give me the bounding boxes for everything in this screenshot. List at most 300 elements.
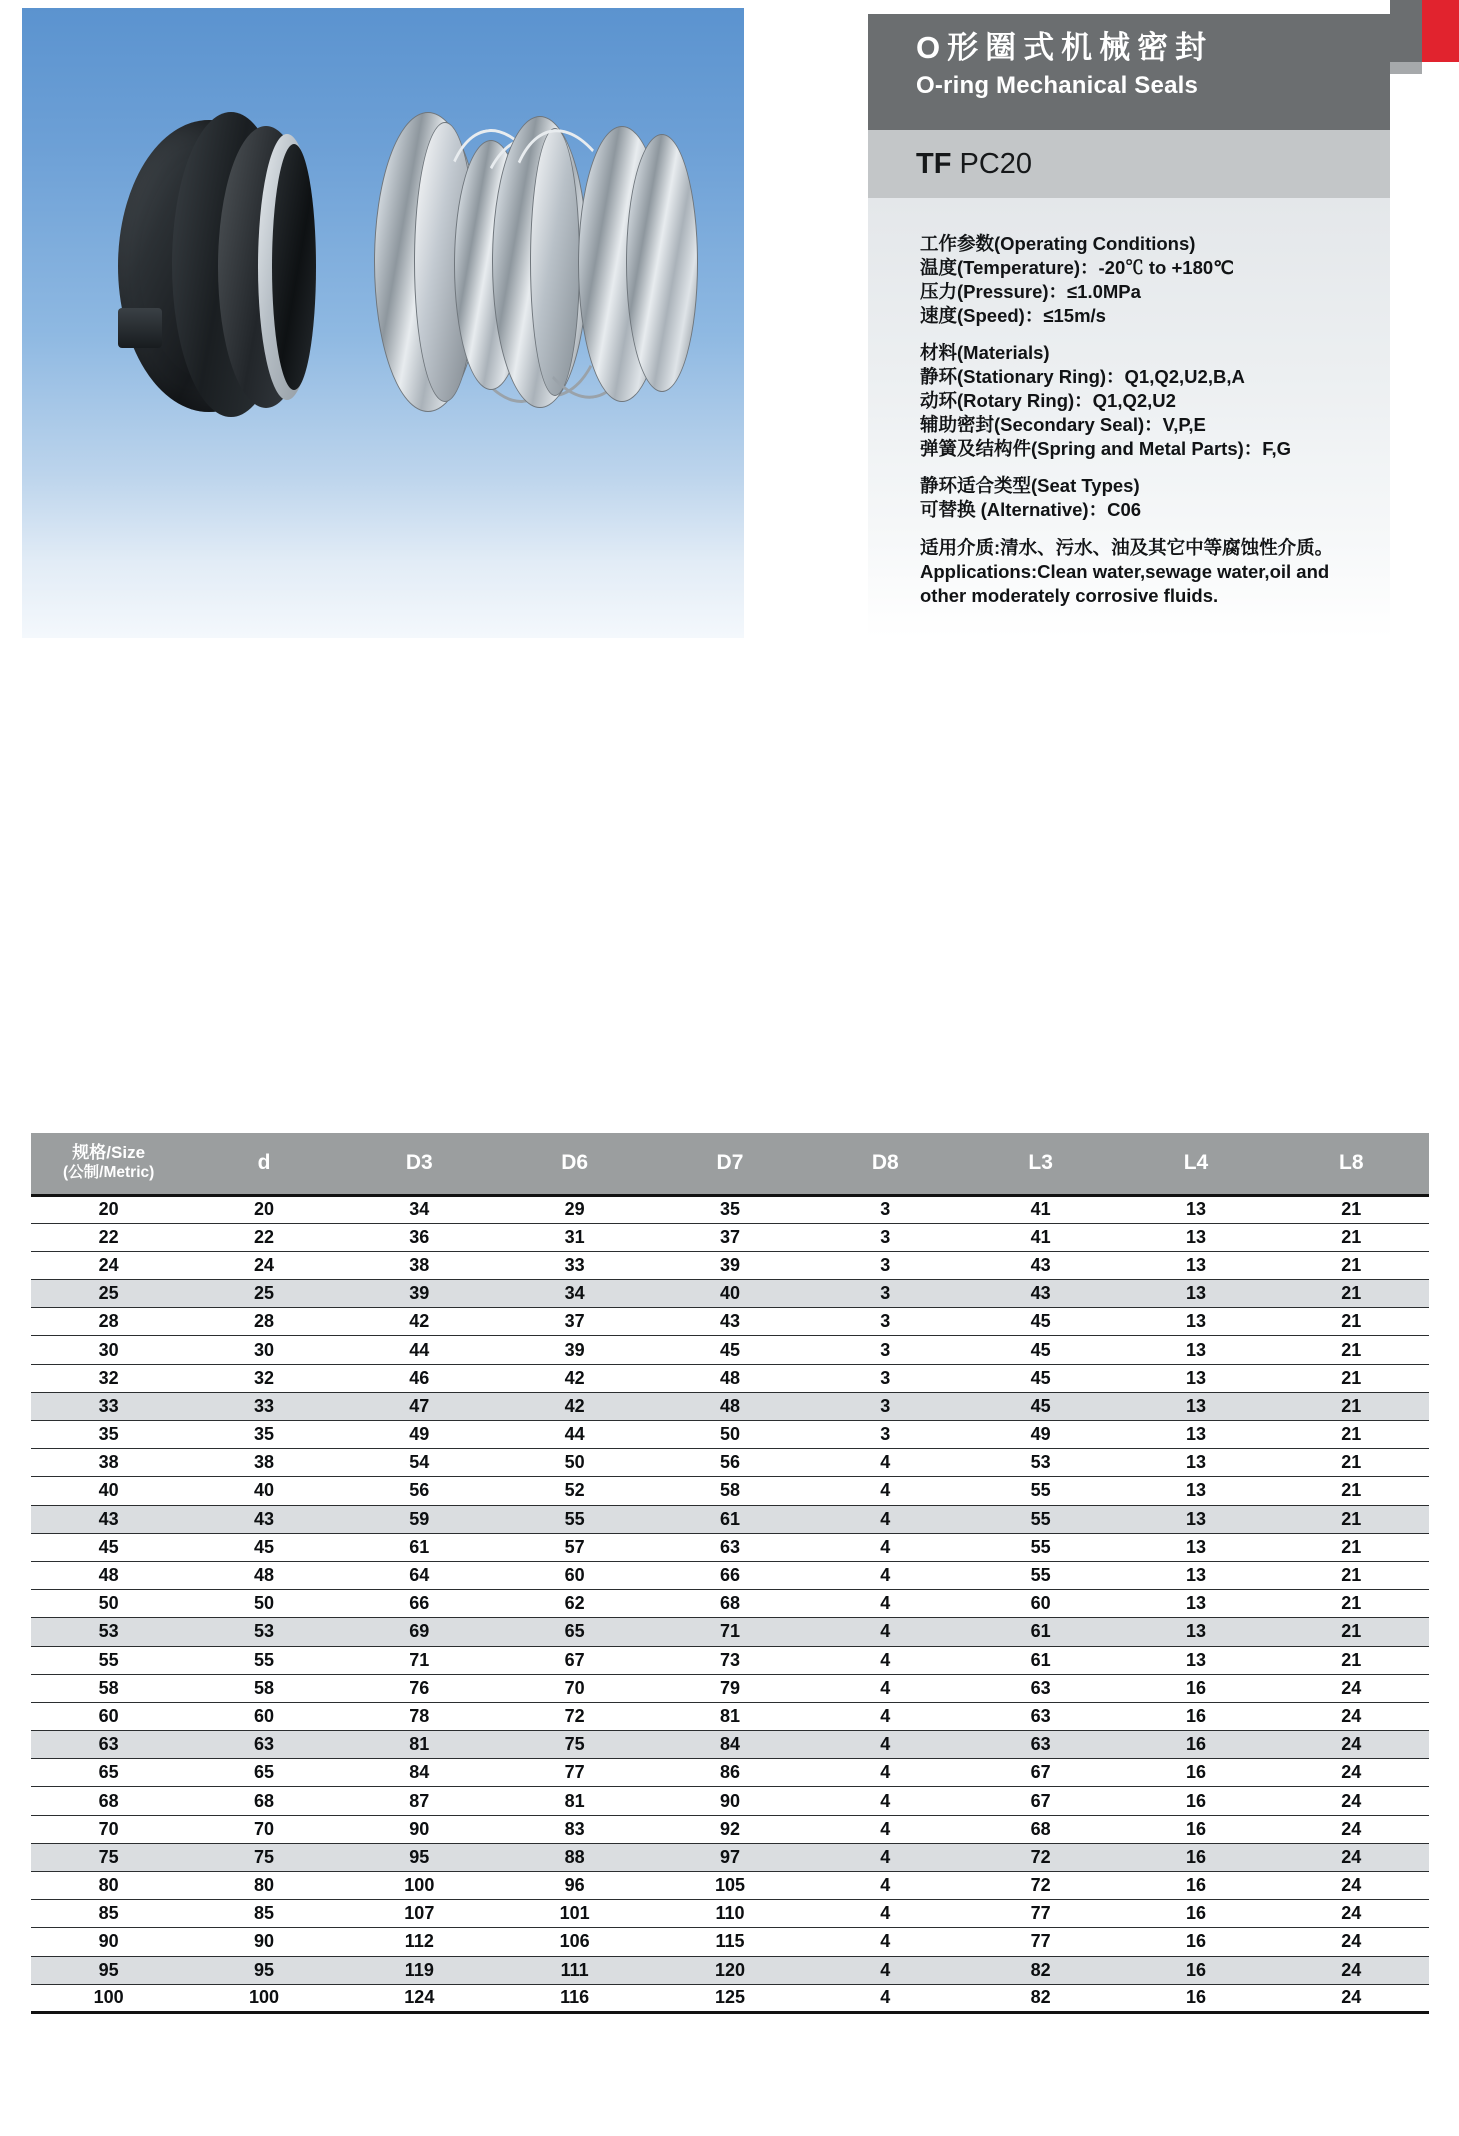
table-cell-d: 35 [186, 1421, 341, 1449]
table-cell-size: 70 [31, 1815, 186, 1843]
table-cell-L4: 13 [1118, 1223, 1273, 1251]
table-cell-L8: 21 [1274, 1618, 1429, 1646]
table-cell-L8: 21 [1274, 1533, 1429, 1561]
table-cell-L3: 55 [963, 1561, 1118, 1589]
speed-spec: 速度(Speed)：≤15m/s [920, 305, 1106, 327]
table-cell-d: 50 [186, 1590, 341, 1618]
table-cell-D7: 37 [652, 1223, 807, 1251]
table-cell-d: 45 [186, 1533, 341, 1561]
table-row [31, 1336, 1429, 1364]
table-cell-D6: 83 [497, 1815, 652, 1843]
table-cell-L4: 13 [1118, 1195, 1273, 1223]
table-header-row [31, 1133, 1429, 1195]
table-cell-D3: 34 [342, 1195, 497, 1223]
table-cell-D3: 95 [342, 1843, 497, 1871]
operating-conditions-heading: 工作参数(Operating Conditions) [920, 233, 1196, 254]
table-cell-d: 100 [186, 1984, 341, 2012]
table-cell-D8: 4 [808, 1787, 963, 1815]
table-row [31, 1223, 1429, 1251]
table-cell-D8: 4 [808, 1561, 963, 1589]
table-cell-D8: 4 [808, 1759, 963, 1787]
materials-heading: 材料(Materials) [920, 342, 1050, 364]
table-cell-L8: 24 [1274, 1674, 1429, 1702]
table-cell-D7: 58 [652, 1477, 807, 1505]
table-row [31, 1646, 1429, 1674]
bellows-seal-face-icon [272, 144, 316, 390]
table-cell-L4: 13 [1118, 1618, 1273, 1646]
table-row [31, 1251, 1429, 1279]
table-cell-D6: 55 [497, 1505, 652, 1533]
table-cell-L3: 55 [963, 1505, 1118, 1533]
column-header-L4: L4 [1118, 1133, 1273, 1195]
table-row [31, 1956, 1429, 1984]
table-cell-D7: 92 [652, 1815, 807, 1843]
table-cell-L8: 21 [1274, 1561, 1429, 1589]
table-cell-D6: 88 [497, 1843, 652, 1871]
table-cell-D7: 81 [652, 1702, 807, 1730]
table-cell-D8: 4 [808, 1449, 963, 1477]
table-cell-L4: 16 [1118, 1815, 1273, 1843]
table-cell-d: 48 [186, 1561, 341, 1589]
table-row [31, 1477, 1429, 1505]
table-cell-d: 53 [186, 1618, 341, 1646]
table-cell-D3: 78 [342, 1702, 497, 1730]
table-cell-L4: 13 [1118, 1533, 1273, 1561]
table-cell-size: 25 [31, 1280, 186, 1308]
product-photo [22, 8, 744, 638]
table-cell-D7: 71 [652, 1618, 807, 1646]
table-cell-D3: 81 [342, 1731, 497, 1759]
table-cell-d: 80 [186, 1872, 341, 1900]
table-cell-D3: 44 [342, 1336, 497, 1364]
table-cell-D3: 87 [342, 1787, 497, 1815]
table-cell-D6: 37 [497, 1308, 652, 1336]
table-cell-D8: 4 [808, 1843, 963, 1871]
table-cell-L8: 24 [1274, 1702, 1429, 1730]
table-cell-L8: 21 [1274, 1195, 1429, 1223]
table-cell-size: 80 [31, 1872, 186, 1900]
table-cell-d: 24 [186, 1251, 341, 1279]
cross-section-drawing [0, 660, 1459, 1150]
table-cell-D8: 3 [808, 1223, 963, 1251]
table-cell-D8: 4 [808, 1533, 963, 1561]
table-cell-D7: 45 [652, 1336, 807, 1364]
table-cell-L8: 24 [1274, 1928, 1429, 1956]
table-cell-L4: 13 [1118, 1477, 1273, 1505]
seat-types-heading: 静环适合类型(Seat Types) [920, 475, 1140, 497]
table-cell-L3: 82 [963, 1956, 1118, 1984]
table-cell-L4: 13 [1118, 1336, 1273, 1364]
table-cell-d: 30 [186, 1336, 341, 1364]
table-cell-L3: 45 [963, 1336, 1118, 1364]
table-cell-L8: 21 [1274, 1505, 1429, 1533]
table-cell-L4: 16 [1118, 1674, 1273, 1702]
table-cell-d: 33 [186, 1392, 341, 1420]
table-cell-d: 22 [186, 1223, 341, 1251]
table-cell-d: 85 [186, 1900, 341, 1928]
table-cell-L3: 49 [963, 1421, 1118, 1449]
table-cell-d: 70 [186, 1815, 341, 1843]
table-cell-D8: 4 [808, 1928, 963, 1956]
table-cell-d: 32 [186, 1364, 341, 1392]
table-cell-D3: 59 [342, 1505, 497, 1533]
table-cell-d: 63 [186, 1731, 341, 1759]
table-cell-D8: 4 [808, 1646, 963, 1674]
table-cell-D7: 73 [652, 1646, 807, 1674]
table-cell-D3: 64 [342, 1561, 497, 1589]
table-row [31, 1787, 1429, 1815]
product-overview-section [0, 0, 1459, 660]
table-cell-D7: 39 [652, 1251, 807, 1279]
table-cell-D7: 63 [652, 1533, 807, 1561]
table-cell-D3: 76 [342, 1674, 497, 1702]
table-cell-L8: 24 [1274, 1787, 1429, 1815]
table-cell-L4: 16 [1118, 1956, 1273, 1984]
table-cell-L4: 16 [1118, 1984, 1273, 2012]
table-cell-L3: 43 [963, 1251, 1118, 1279]
table-row [31, 1590, 1429, 1618]
table-cell-D6: 116 [497, 1984, 652, 2012]
table-cell-D8: 3 [808, 1280, 963, 1308]
table-row [31, 1843, 1429, 1871]
table-cell-D7: 48 [652, 1392, 807, 1420]
dimensions-table-container [31, 1133, 1429, 2014]
table-cell-size: 50 [31, 1590, 186, 1618]
table-cell-D7: 120 [652, 1956, 807, 1984]
table-cell-size: 48 [31, 1561, 186, 1589]
stationary-ring-spec: 静环(Stationary Ring)：Q1,Q2,U2,B,A [920, 366, 1245, 388]
column-header-D8: D8 [808, 1133, 963, 1195]
table-cell-L3: 45 [963, 1308, 1118, 1336]
table-row [31, 1702, 1429, 1730]
table-cell-L4: 16 [1118, 1928, 1273, 1956]
table-cell-L8: 21 [1274, 1590, 1429, 1618]
table-cell-L3: 55 [963, 1477, 1118, 1505]
table-cell-L4: 16 [1118, 1702, 1273, 1730]
secondary-seal-spec: 辅助密封(Secondary Seal)：V,P,E [920, 414, 1206, 436]
table-cell-D6: 34 [497, 1280, 652, 1308]
table-cell-d: 68 [186, 1787, 341, 1815]
table-row [31, 1674, 1429, 1702]
spring-metal-parts-spec: 弹簧及结构件(Spring and Metal Parts)：F,G [920, 438, 1292, 460]
table-cell-size: 35 [31, 1421, 186, 1449]
table-cell-D6: 50 [497, 1449, 652, 1477]
applications-block [920, 536, 1380, 608]
table-cell-L4: 16 [1118, 1872, 1273, 1900]
table-cell-L3: 77 [963, 1928, 1118, 1956]
table-cell-D3: 71 [342, 1646, 497, 1674]
table-cell-size: 68 [31, 1787, 186, 1815]
table-cell-D6: 33 [497, 1251, 652, 1279]
table-cell-D7: 79 [652, 1674, 807, 1702]
table-cell-size: 85 [31, 1900, 186, 1928]
table-cell-d: 28 [186, 1308, 341, 1336]
table-cell-size: 28 [31, 1308, 186, 1336]
table-cell-D7: 56 [652, 1449, 807, 1477]
table-cell-L3: 68 [963, 1815, 1118, 1843]
table-cell-L4: 13 [1118, 1251, 1273, 1279]
table-cell-D3: 38 [342, 1251, 497, 1279]
table-row [31, 1872, 1429, 1900]
table-row [31, 1533, 1429, 1561]
pressure-spec: 压力(Pressure)：≤1.0MPa [920, 281, 1141, 303]
table-cell-D6: 67 [497, 1646, 652, 1674]
table-cell-size: 100 [31, 1984, 186, 2012]
table-cell-L3: 63 [963, 1731, 1118, 1759]
table-cell-d: 95 [186, 1956, 341, 1984]
table-cell-D7: 115 [652, 1928, 807, 1956]
table-cell-L8: 21 [1274, 1449, 1429, 1477]
table-cell-size: 38 [31, 1449, 186, 1477]
table-cell-D7: 86 [652, 1759, 807, 1787]
table-row [31, 1308, 1429, 1336]
table-cell-L8: 21 [1274, 1477, 1429, 1505]
table-cell-D6: 57 [497, 1533, 652, 1561]
table-cell-size: 40 [31, 1477, 186, 1505]
table-cell-d: 40 [186, 1477, 341, 1505]
table-cell-L8: 24 [1274, 1900, 1429, 1928]
table-cell-L8: 21 [1274, 1392, 1429, 1420]
table-cell-D7: 110 [652, 1900, 807, 1928]
table-cell-D3: 47 [342, 1392, 497, 1420]
table-cell-D6: 65 [497, 1618, 652, 1646]
table-cell-D6: 81 [497, 1787, 652, 1815]
table-cell-D7: 66 [652, 1561, 807, 1589]
table-cell-D3: 112 [342, 1928, 497, 1956]
table-cell-L3: 45 [963, 1364, 1118, 1392]
table-cell-D8: 4 [808, 1956, 963, 1984]
table-cell-D7: 40 [652, 1280, 807, 1308]
table-cell-L4: 13 [1118, 1280, 1273, 1308]
table-cell-L4: 16 [1118, 1787, 1273, 1815]
table-cell-D6: 96 [497, 1872, 652, 1900]
table-cell-d: 55 [186, 1646, 341, 1674]
table-cell-D6: 42 [497, 1392, 652, 1420]
table-cell-D3: 56 [342, 1477, 497, 1505]
table-cell-L4: 13 [1118, 1505, 1273, 1533]
table-row [31, 1900, 1429, 1928]
table-head [31, 1133, 1429, 1195]
table-cell-D3: 39 [342, 1280, 497, 1308]
table-cell-L8: 24 [1274, 1759, 1429, 1787]
table-cell-L4: 16 [1118, 1900, 1273, 1928]
alternative-spec: 可替换 (Alternative)：C06 [920, 499, 1142, 521]
table-cell-d: 65 [186, 1759, 341, 1787]
table-cell-D8: 4 [808, 1731, 963, 1759]
table-cell-size: 65 [31, 1759, 186, 1787]
table-cell-size: 24 [31, 1251, 186, 1279]
column-header-size-sub: (公制/Metric) [63, 1164, 155, 1182]
table-cell-L8: 21 [1274, 1280, 1429, 1308]
table-row [31, 1505, 1429, 1533]
table-cell-D8: 4 [808, 1984, 963, 2012]
table-cell-D6: 111 [497, 1956, 652, 1984]
table-cell-D8: 4 [808, 1674, 963, 1702]
table-cell-D6: 42 [497, 1364, 652, 1392]
table-cell-L8: 21 [1274, 1251, 1429, 1279]
table-cell-L4: 13 [1118, 1646, 1273, 1674]
table-cell-size: 22 [31, 1223, 186, 1251]
table-row [31, 1731, 1429, 1759]
page-title-english: O-ring Mechanical Seals [916, 72, 1199, 99]
table-cell-d: 20 [186, 1195, 341, 1223]
table-cell-D8: 4 [808, 1702, 963, 1730]
table-cell-D7: 84 [652, 1731, 807, 1759]
table-cell-size: 95 [31, 1956, 186, 1984]
table-cell-L8: 21 [1274, 1421, 1429, 1449]
table-cell-L3: 67 [963, 1787, 1118, 1815]
metal-ring-icon [626, 134, 698, 392]
table-cell-size: 45 [31, 1533, 186, 1561]
column-header-size-main: 规格/Size [72, 1143, 146, 1163]
table-cell-D8: 3 [808, 1251, 963, 1279]
table-cell-size: 32 [31, 1364, 186, 1392]
table-cell-d: 90 [186, 1928, 341, 1956]
column-header-D6: D6 [497, 1133, 652, 1195]
table-cell-D3: 69 [342, 1618, 497, 1646]
seat-types-block [920, 474, 1380, 522]
table-cell-D7: 125 [652, 1984, 807, 2012]
table-cell-L3: 82 [963, 1984, 1118, 2012]
table-cell-L8: 24 [1274, 1984, 1429, 2012]
table-cell-L4: 13 [1118, 1308, 1273, 1336]
table-cell-L8: 21 [1274, 1336, 1429, 1364]
table-cell-D6: 60 [497, 1561, 652, 1589]
table-body [31, 1195, 1429, 2012]
table-cell-D6: 77 [497, 1759, 652, 1787]
table-cell-L8: 21 [1274, 1646, 1429, 1674]
table-row [31, 1364, 1429, 1392]
table-cell-size: 58 [31, 1674, 186, 1702]
table-cell-D8: 4 [808, 1815, 963, 1843]
table-cell-D6: 31 [497, 1223, 652, 1251]
column-header-D7: D7 [652, 1133, 807, 1195]
table-cell-D3: 42 [342, 1308, 497, 1336]
table-cell-L8: 24 [1274, 1815, 1429, 1843]
table-cell-D8: 4 [808, 1872, 963, 1900]
dimensions-table [31, 1133, 1429, 2014]
table-cell-D6: 72 [497, 1702, 652, 1730]
table-cell-L3: 41 [963, 1195, 1118, 1223]
table-cell-D7: 43 [652, 1308, 807, 1336]
table-cell-size: 90 [31, 1928, 186, 1956]
specifications-text [920, 232, 1380, 608]
table-cell-D8: 3 [808, 1195, 963, 1223]
table-cell-L4: 13 [1118, 1449, 1273, 1477]
model-number-spacer [951, 148, 959, 180]
table-cell-size: 30 [31, 1336, 186, 1364]
temperature-spec: 温度(Temperature)：-20℃ to +180℃ [920, 257, 1234, 279]
table-cell-D3: 100 [342, 1872, 497, 1900]
table-row [31, 1449, 1429, 1477]
table-cell-L4: 13 [1118, 1364, 1273, 1392]
table-row [31, 1759, 1429, 1787]
table-cell-D6: 70 [497, 1674, 652, 1702]
table-cell-size: 53 [31, 1618, 186, 1646]
corner-accent-gray [1390, 0, 1422, 62]
table-row [31, 1195, 1429, 1223]
table-cell-D8: 4 [808, 1618, 963, 1646]
table-cell-D3: 54 [342, 1449, 497, 1477]
table-cell-D6: 39 [497, 1336, 652, 1364]
page-title-chinese: O形圈式机械密封 [916, 30, 1214, 65]
table-cell-L3: 72 [963, 1843, 1118, 1871]
table-cell-L8: 24 [1274, 1956, 1429, 1984]
table-cell-size: 60 [31, 1702, 186, 1730]
table-cell-size: 75 [31, 1843, 186, 1871]
column-header-size [31, 1133, 186, 1195]
table-cell-D7: 48 [652, 1364, 807, 1392]
table-cell-L3: 77 [963, 1900, 1118, 1928]
table-cell-L3: 63 [963, 1702, 1118, 1730]
table-cell-L4: 16 [1118, 1731, 1273, 1759]
table-cell-L8: 24 [1274, 1872, 1429, 1900]
table-cell-D7: 50 [652, 1421, 807, 1449]
table-cell-D3: 124 [342, 1984, 497, 2012]
model-prefix: TF [916, 148, 952, 180]
table-cell-D6: 44 [497, 1421, 652, 1449]
table-cell-D7: 105 [652, 1872, 807, 1900]
column-header-d: d [186, 1133, 341, 1195]
bellows-notch-icon [118, 308, 162, 348]
table-cell-L3: 41 [963, 1223, 1118, 1251]
table-cell-L3: 53 [963, 1449, 1118, 1477]
table-cell-size: 63 [31, 1731, 186, 1759]
table-cell-size: 20 [31, 1195, 186, 1223]
table-cell-D6: 106 [497, 1928, 652, 1956]
table-cell-L4: 16 [1118, 1843, 1273, 1871]
table-cell-L8: 21 [1274, 1364, 1429, 1392]
table-row [31, 1984, 1429, 2012]
model-designation [916, 148, 1032, 181]
table-cell-D6: 29 [497, 1195, 652, 1223]
table-cell-D8: 4 [808, 1590, 963, 1618]
table-cell-L3: 72 [963, 1872, 1118, 1900]
table-cell-d: 75 [186, 1843, 341, 1871]
table-cell-L3: 67 [963, 1759, 1118, 1787]
table-cell-L4: 13 [1118, 1421, 1273, 1449]
table-cell-L3: 61 [963, 1618, 1118, 1646]
table-cell-D8: 3 [808, 1308, 963, 1336]
table-cell-D7: 61 [652, 1505, 807, 1533]
table-cell-D3: 90 [342, 1815, 497, 1843]
table-cell-D3: 84 [342, 1759, 497, 1787]
table-cell-size: 43 [31, 1505, 186, 1533]
table-cell-d: 43 [186, 1505, 341, 1533]
table-cell-L8: 21 [1274, 1223, 1429, 1251]
table-cell-L3: 60 [963, 1590, 1118, 1618]
table-row [31, 1392, 1429, 1420]
table-cell-d: 38 [186, 1449, 341, 1477]
table-cell-D3: 119 [342, 1956, 497, 1984]
table-row [31, 1928, 1429, 1956]
table-cell-L4: 13 [1118, 1561, 1273, 1589]
table-cell-D6: 75 [497, 1731, 652, 1759]
corner-accent-gray-low [1390, 62, 1422, 74]
table-cell-L8: 24 [1274, 1731, 1429, 1759]
table-cell-D8: 3 [808, 1364, 963, 1392]
column-header-D3: D3 [342, 1133, 497, 1195]
table-row [31, 1421, 1429, 1449]
applications-chinese: 适用介质:清水、污水、油及其它中等腐蚀性介质。 [920, 536, 1334, 558]
table-cell-D7: 35 [652, 1195, 807, 1223]
table-cell-D7: 68 [652, 1590, 807, 1618]
table-row [31, 1618, 1429, 1646]
table-cell-D8: 4 [808, 1900, 963, 1928]
table-cell-d: 60 [186, 1702, 341, 1730]
table-row [31, 1280, 1429, 1308]
table-cell-L3: 63 [963, 1674, 1118, 1702]
